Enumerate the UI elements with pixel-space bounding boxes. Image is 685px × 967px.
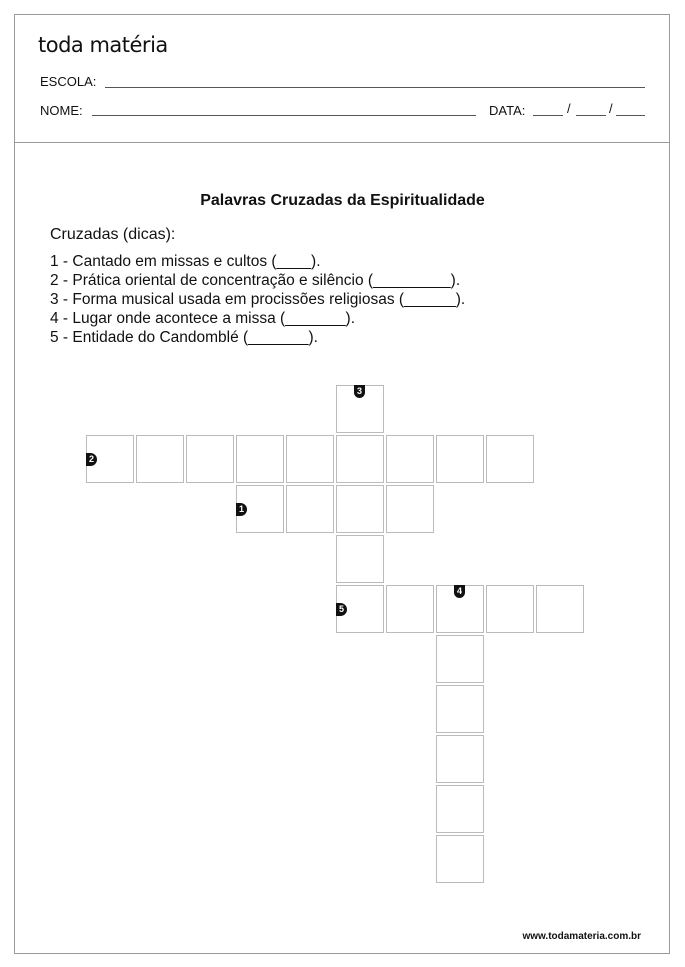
clues-heading: Cruzadas (dicas): [50, 226, 176, 243]
crossword-cell[interactable] [436, 585, 484, 633]
crossword-cell[interactable] [436, 635, 484, 683]
clue-number-badge: 3 [354, 385, 365, 398]
crossword-cell[interactable] [336, 385, 384, 433]
date-month-field[interactable] [576, 115, 606, 116]
clue-number-badge: 1 [236, 503, 247, 516]
clue-number-badge: 2 [86, 453, 97, 466]
crossword-cell[interactable] [286, 485, 334, 533]
date-separator: / [567, 101, 571, 116]
worksheet-frame [14, 14, 670, 954]
logo: toda matéria [38, 33, 168, 57]
crossword-cell[interactable] [436, 835, 484, 883]
name-label: NOME: [40, 103, 83, 118]
date-separator: / [609, 101, 613, 116]
crossword-cell[interactable] [436, 685, 484, 733]
clue-number-badge: 5 [336, 603, 347, 616]
date-label: DATA: [489, 103, 526, 118]
crossword-cell[interactable] [536, 585, 584, 633]
crossword-cell[interactable] [486, 435, 534, 483]
page-title: Palavras Cruzadas da Espiritualidade [200, 192, 485, 209]
crossword-cell[interactable] [136, 435, 184, 483]
crossword-cell[interactable] [386, 485, 434, 533]
crossword-cell[interactable] [386, 435, 434, 483]
crossword-cell[interactable] [336, 585, 384, 633]
clue-item: 4 - Lugar onde acontece a missa (_______). [50, 310, 356, 327]
crossword-cell[interactable] [486, 585, 534, 633]
clue-item: 1 - Cantado em missas e cultos (____). [50, 253, 321, 270]
crossword-cell[interactable] [386, 585, 434, 633]
crossword-cell[interactable] [86, 435, 134, 483]
crossword-cell[interactable] [236, 435, 284, 483]
crossword-cell[interactable] [336, 535, 384, 583]
crossword-cell[interactable] [336, 435, 384, 483]
crossword-cell[interactable] [286, 435, 334, 483]
header-divider [14, 142, 670, 143]
school-label: ESCOLA: [40, 74, 97, 89]
clue-number-badge: 4 [454, 585, 465, 598]
crossword-cell[interactable] [236, 485, 284, 533]
date-year-field[interactable] [616, 115, 645, 116]
clue-list [50, 252, 465, 347]
footer-url: www.todamateria.com.br [522, 931, 641, 942]
crossword-cell[interactable] [436, 735, 484, 783]
crossword-cell[interactable] [336, 485, 384, 533]
date-day-field[interactable] [533, 115, 563, 116]
clue-item: 2 - Prática oriental de concentração e silêncio (_________). [50, 272, 461, 289]
crossword-cell[interactable] [186, 435, 234, 483]
clue-item: 3 - Forma musical usada em procissões religiosas (______). [50, 291, 466, 308]
school-field[interactable] [105, 87, 645, 88]
crossword-cell[interactable] [436, 435, 484, 483]
clue-item: 5 - Entidade do Candomblé (_______). [50, 329, 318, 346]
crossword-cell[interactable] [436, 785, 484, 833]
name-field[interactable] [92, 115, 476, 116]
